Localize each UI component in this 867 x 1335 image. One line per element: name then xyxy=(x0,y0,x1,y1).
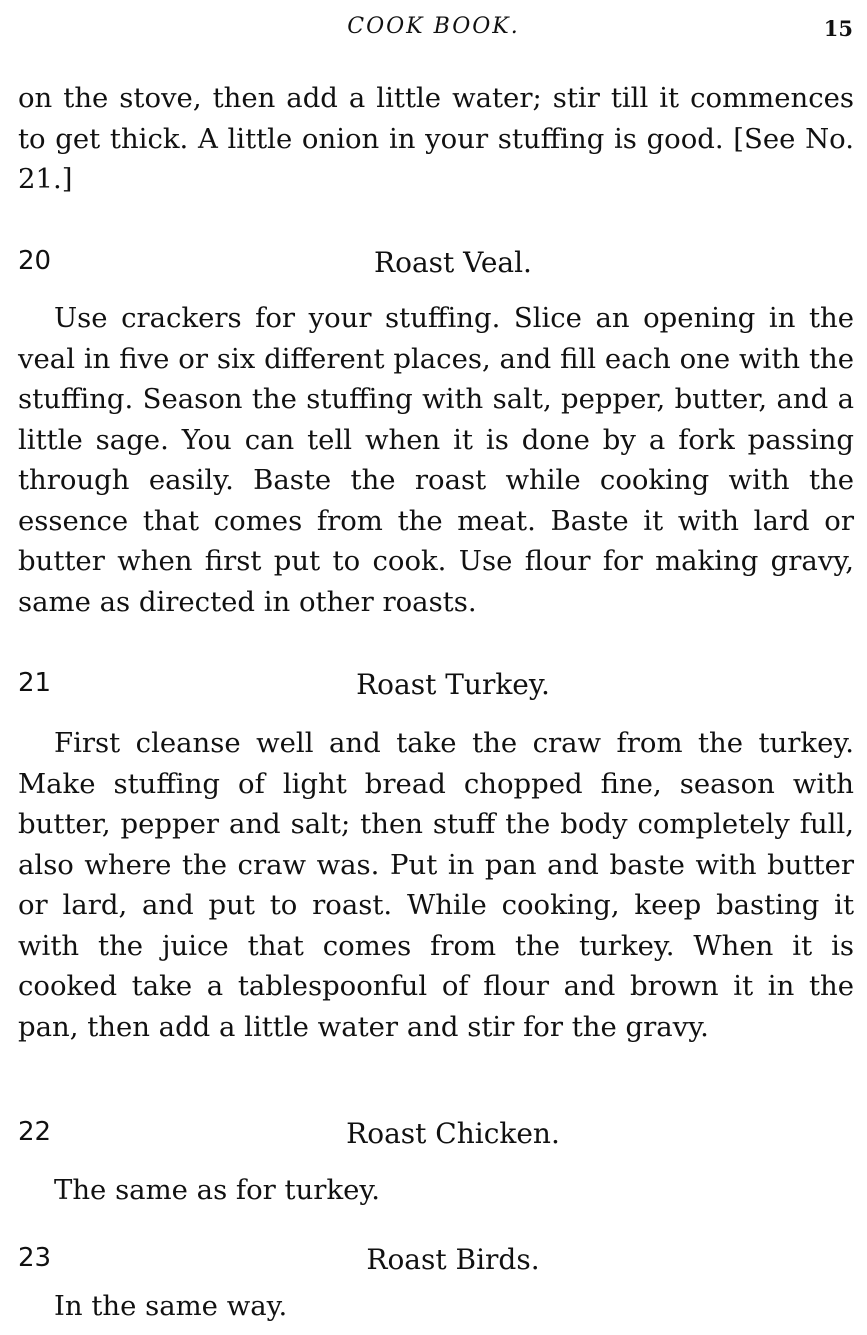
recipe-text: The same as for turkey. xyxy=(54,1174,381,1206)
recipe-title: Roast Chicken. xyxy=(346,1117,560,1150)
recipe-title: Roast Birds. xyxy=(366,1243,540,1276)
recipe-text: Use crackers for your stuffing. Slice an opening in the veal in five or six different places, and fill each one with the stuffing. Season the stuffing with salt, pepper, butter, and a little sage. You can tell when it is done by a fork passing through easily. Baste the roast while cooking with the essence that comes from the meat. Baste it with lard or butter when first put to cook. Use flour for making gravy, same as directed in other roasts. xyxy=(18,302,854,618)
recipe-number: 21 xyxy=(18,668,52,698)
recipe-number: 20 xyxy=(18,246,52,276)
running-header xyxy=(0,14,867,48)
recipe-number: 23 xyxy=(18,1243,52,1273)
recipe-heading xyxy=(18,668,854,708)
continuation-paragraph: on the stove, then add a little water; stir till it commences to get thick. A little onion in your stuffing is good. [See No. 21.] xyxy=(18,82,854,195)
recipe-heading xyxy=(18,1243,854,1283)
running-title: COOK BOOK. xyxy=(347,14,520,39)
recipe-number: 22 xyxy=(18,1117,52,1147)
recipe-heading xyxy=(18,1117,854,1157)
recipe-text: In the same way. xyxy=(54,1290,288,1322)
recipe-title: Roast Veal. xyxy=(374,246,532,279)
recipe-text: First cleanse well and take the craw from the turkey. Make stuffing of light bread chopped fine, season with butter, pepper and salt; then stuff the body completely full, also where the craw was. Put in pan and baste with butter or lard, and put to roast. While cooking, keep basting it with the juice that comes from the turkey. When it is cooked take a tablespoonful of flour and brown it in the pan, then add a little water and stir for the gravy. xyxy=(18,727,854,1043)
page-number: 15 xyxy=(823,16,853,41)
recipe-heading xyxy=(18,246,854,286)
recipe-title: Roast Turkey. xyxy=(356,668,550,701)
